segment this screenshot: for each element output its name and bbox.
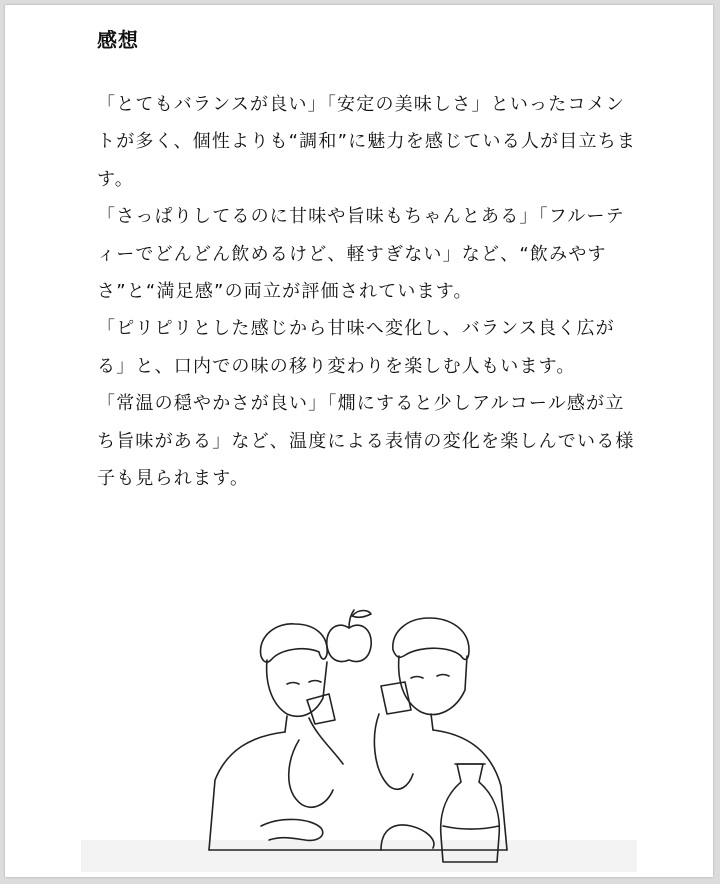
sake-tasting-illustration	[81, 590, 637, 872]
right-man	[374, 618, 507, 850]
left-man	[209, 624, 381, 850]
paragraph-4: 「常温の穏やかさが良い」「燗にすると少しアルコール感が立ち旨味がある」など、温度による表情の変化を楽しんでいる様子も見られます。	[97, 393, 635, 490]
section-heading: 感想	[97, 28, 139, 52]
paragraph-list	[97, 86, 637, 497]
paragraph-2: 「さっぱりしてるのに甘味や旨味もちゃんとある」「フルーティーでどんどん飲めるけど、軽すぎない」など、“飲みやすさ”と“満足感”の両立が評価されています。	[97, 206, 625, 303]
article-body	[97, 26, 637, 497]
table-shadow	[81, 840, 637, 872]
paragraph-1: 「とてもバランスが良い」「安定の美味しさ」といったコメントが多く、個性よりも“調和”に魅力を感じている人が目立ちます。	[97, 94, 637, 190]
paragraph-3: 「ピリピリとした感じから甘味へ変化し、バランス良く広がる」と、口内での味の移り変わりを楽しむ人もいます。	[97, 318, 615, 377]
apple-icon	[327, 610, 371, 661]
